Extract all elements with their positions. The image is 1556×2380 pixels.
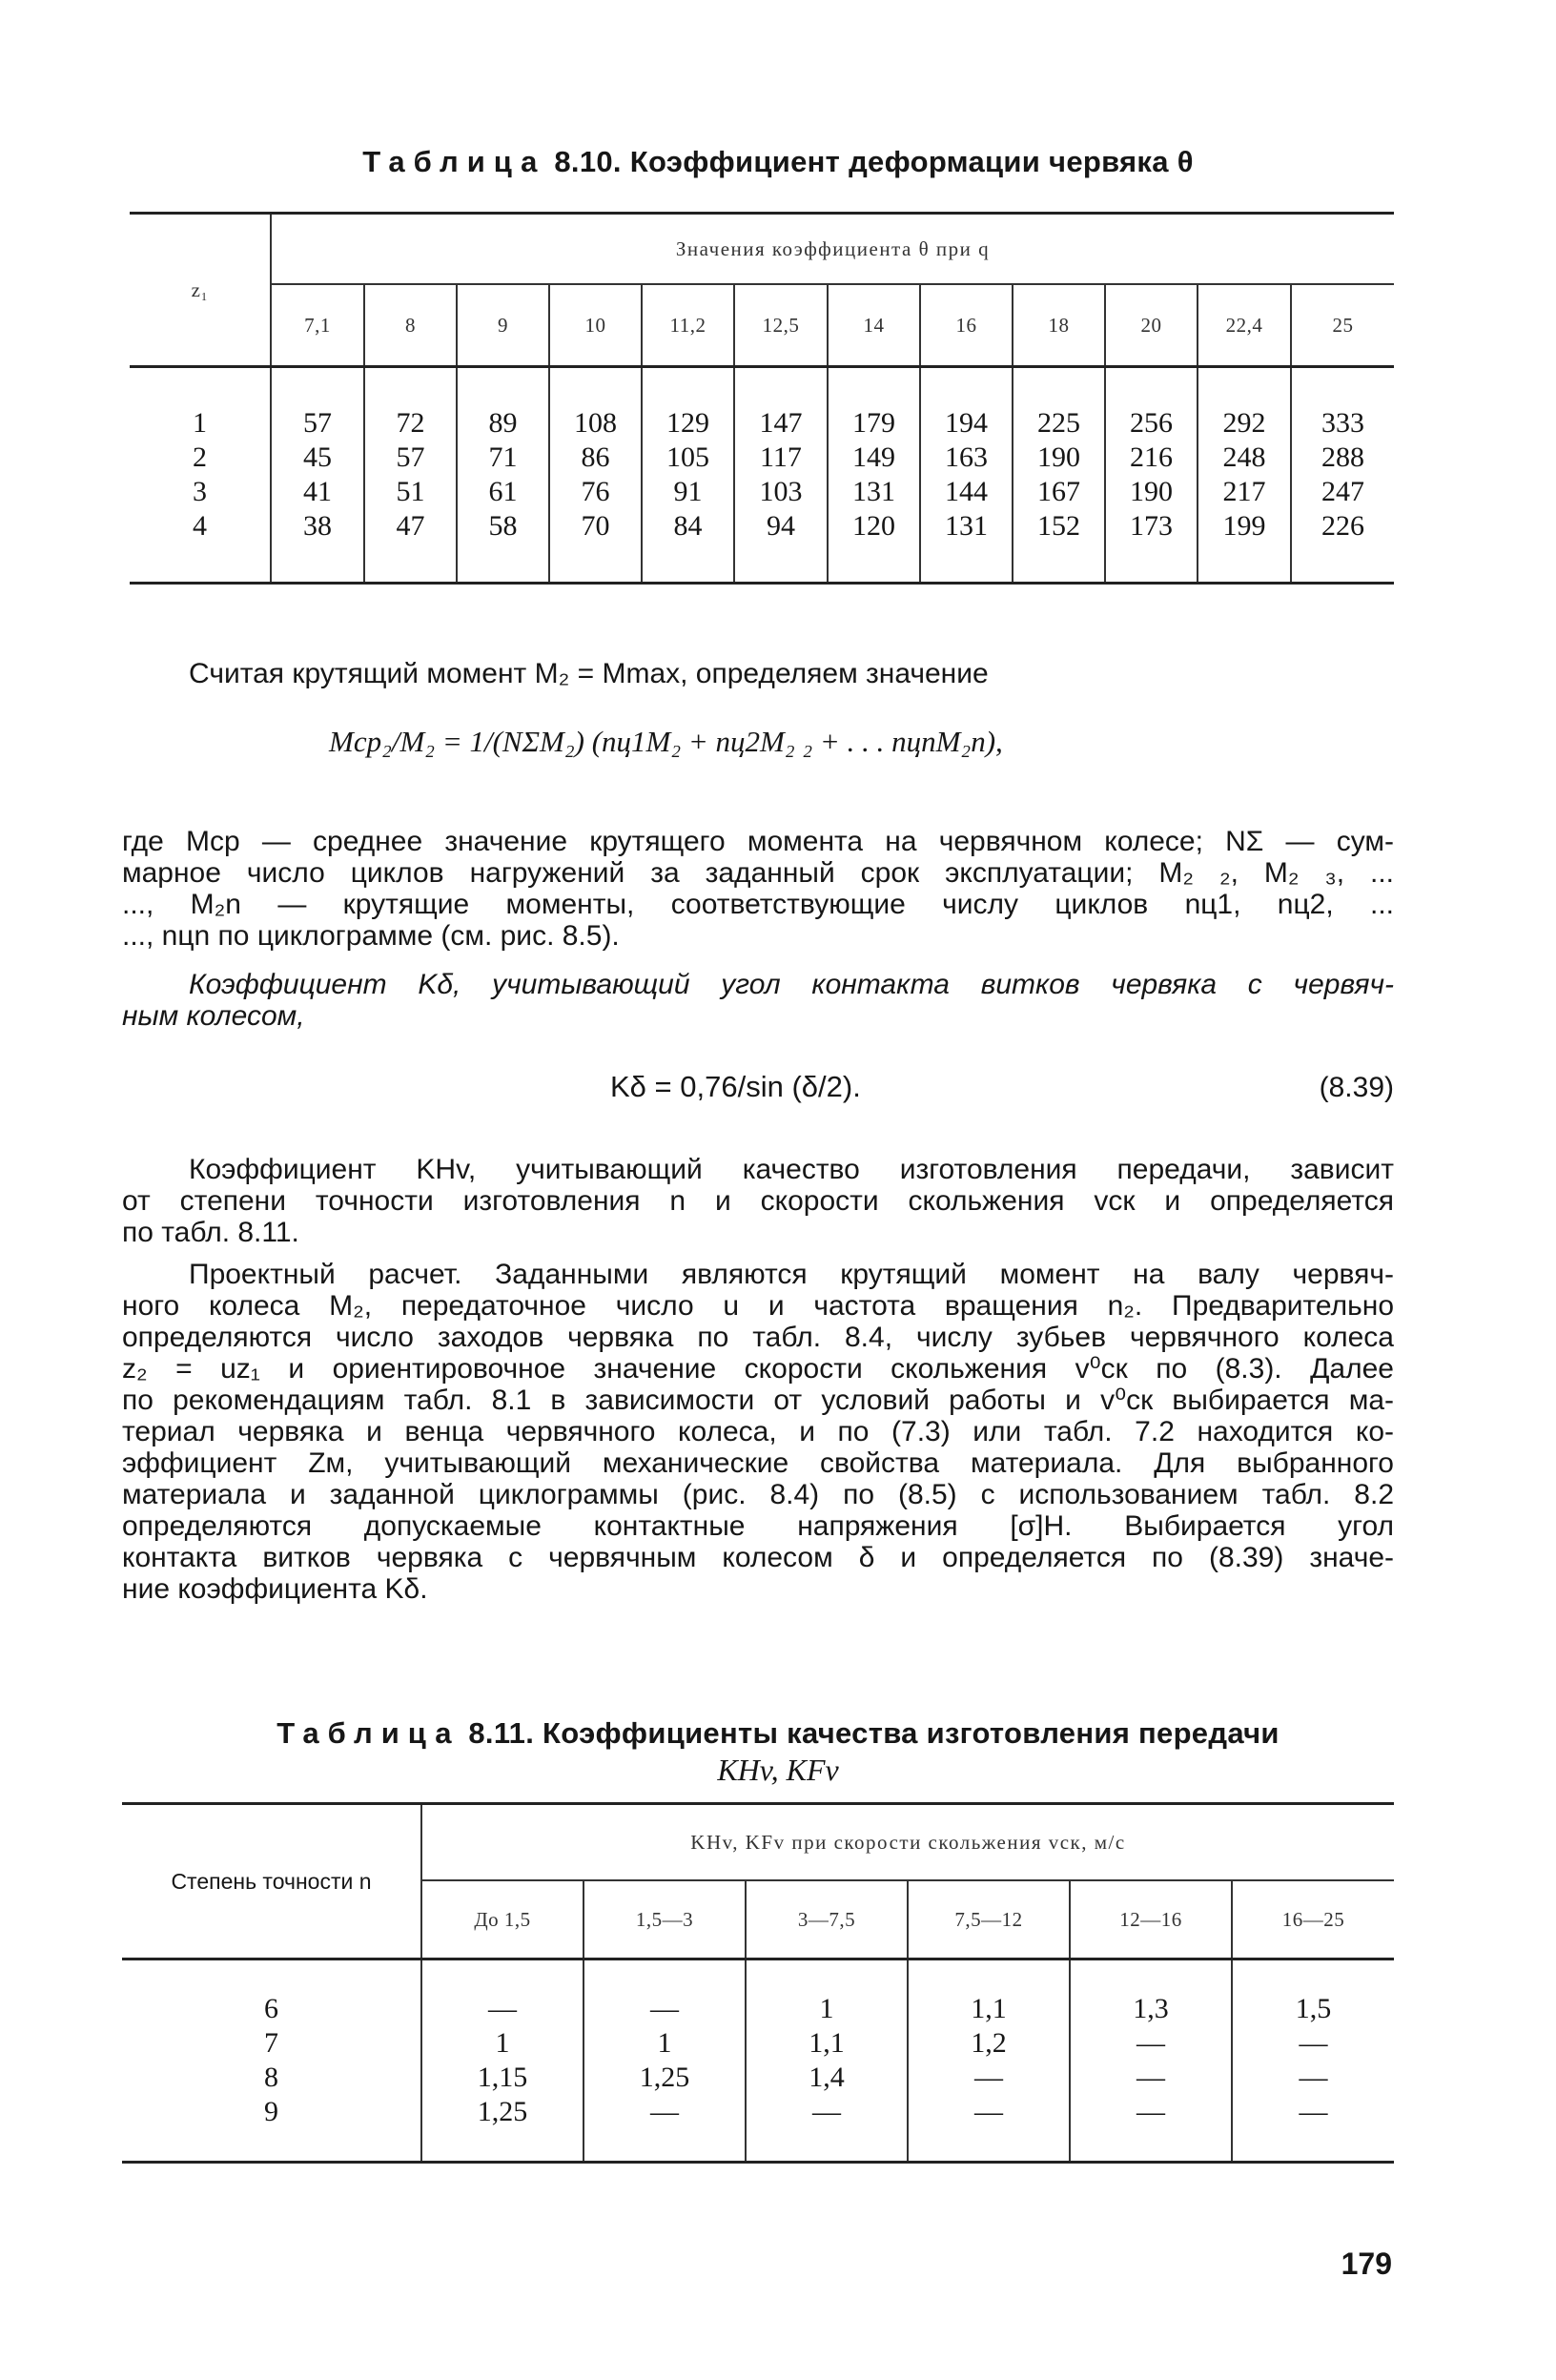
table-cell: 131 (852, 476, 895, 507)
q-header-cell: 20 (1105, 284, 1198, 367)
table-cell: 84 (673, 510, 703, 542)
degree-value: 7 (264, 2027, 278, 2059)
caption-text: 8.11. Коэффициенты качества изготовления передачи (468, 1716, 1280, 1750)
table-cell: 147 (759, 407, 803, 439)
degree-value: 9 (264, 2096, 278, 2127)
q-header-cell: 10 (549, 284, 642, 367)
text-line: определяются число заходов червяка по табл. 8.4, числу зубьев червячного колеса (122, 1322, 1394, 1353)
table-cell: 216 (1130, 441, 1173, 473)
value-column (1232, 1959, 1394, 2163)
paragraph-k-delta (122, 969, 1394, 1032)
table-cell: — (1136, 2062, 1165, 2093)
text-line: контакта витков червяка с червячным колесом δ и определяется по (8.39) значе- (122, 1542, 1394, 1573)
table-cell: 152 (1037, 510, 1080, 542)
table-cell: 292 (1222, 407, 1266, 439)
z-values-cell (130, 367, 271, 584)
table-cell: 105 (666, 441, 709, 473)
table-cell: 1,25 (477, 2096, 528, 2127)
table-cell: 57 (303, 407, 332, 439)
text-line: Считая крутящий момент M₂ = Mmax, определяем значение (189, 658, 989, 689)
row-header-z1: z₁ (191, 277, 209, 301)
value-column (584, 1959, 746, 2163)
row-header-degree: Степень точности n (171, 1869, 372, 1894)
table-cell: — (1299, 2096, 1328, 2127)
data-row-block (122, 1959, 1394, 2163)
table-cell: 71 (488, 441, 518, 473)
group-header: Значения коэффициента θ при q (271, 214, 1394, 285)
value-column (642, 367, 734, 584)
table-cell: 58 (488, 510, 518, 542)
q-header-cell: 12,5 (734, 284, 828, 367)
text-line: эффициент Zм, учитывающий механические свойства материала. Для выбранного (122, 1447, 1394, 1479)
table-cell: 86 (581, 441, 610, 473)
q-header-row (130, 284, 1394, 367)
table-cell: 117 (760, 441, 802, 473)
table-8-11 (122, 1802, 1394, 2164)
table-cell: 45 (303, 441, 332, 473)
table-8-11-caption-line2: KHv, KFv (717, 1753, 839, 1787)
table-cell: 333 (1321, 407, 1364, 439)
table-cell: 41 (303, 476, 332, 507)
value-column (746, 1959, 908, 2163)
table-cell: — (974, 2062, 1003, 2093)
table-cell: — (1136, 2096, 1165, 2127)
table-cell: 1,1 (809, 2027, 845, 2059)
table-cell: 47 (396, 510, 425, 542)
value-column (908, 1959, 1070, 2163)
z-value: 2 (193, 441, 207, 473)
paragraph-design-calc (122, 1259, 1394, 1605)
text-line: ние коэффициента Kδ. (122, 1573, 428, 1605)
q-header-cell: 22,4 (1198, 284, 1291, 367)
q-header-cell: 8 (364, 284, 457, 367)
formula-k-delta: Kδ = 0,76/sin (δ/2). (610, 1070, 861, 1103)
value-column (1070, 1959, 1232, 2163)
equation-number: (8.39) (1319, 1072, 1394, 1103)
table-cell: 51 (396, 476, 425, 507)
value-column (421, 1959, 584, 2163)
v-range-header-cell: 1,5—3 (584, 1880, 746, 1959)
table-cell: 72 (396, 407, 425, 439)
table-cell: 89 (488, 407, 518, 439)
table-cell: 256 (1130, 407, 1173, 439)
text-line: ..., M₂n — крутящие моменты, соответствующие числу циклов nц1, nц2, ... (122, 889, 1394, 920)
v-range-header-cell: 16—25 (1232, 1880, 1394, 1959)
table-cell: 94 (767, 510, 795, 542)
value-column (828, 367, 920, 584)
q-header-cell: 18 (1013, 284, 1105, 367)
table-cell: 149 (852, 441, 895, 473)
text-line: Коэффициент KHv, учитывающий качество изготовления передачи, зависит (189, 1154, 1394, 1185)
table-cell: 120 (852, 510, 895, 542)
v-range-header-cell: 7,5—12 (908, 1880, 1070, 1959)
table-cell: — (488, 1993, 517, 2024)
text-line: марное число циклов нагружений за заданный срок эксплуатации; M₂ ₂, M₂ ₃, ... (122, 857, 1394, 889)
text-line: Проектный расчет. Заданными являются крутящий момент на валу червяч- (189, 1259, 1394, 1290)
table-cell: — (650, 2096, 679, 2127)
z-value: 3 (193, 476, 207, 507)
page-number: 179 (1341, 2247, 1392, 2281)
table-cell: 1 (495, 2027, 510, 2059)
text-line: ..., nцn по циклограмме (см. рис. 8.5). (122, 920, 620, 952)
table-cell: 248 (1222, 441, 1266, 473)
value-column (271, 367, 364, 584)
table-8-10 (130, 212, 1394, 585)
table-cell: 1,4 (809, 2062, 845, 2093)
table-cell: 190 (1130, 476, 1173, 507)
table-cell: 288 (1321, 441, 1364, 473)
degree-value: 8 (264, 2062, 278, 2093)
table-cell: 190 (1037, 441, 1080, 473)
caption-word: Таблица (276, 1716, 461, 1750)
table-cell: 76 (581, 476, 610, 507)
table-cell: — (974, 2096, 1003, 2127)
text-line: z₂ = uz₁ и ориентировочное значение скорости скольжения v⁰ск по (8.3). Далее (122, 1353, 1394, 1385)
table-cell: 1,25 (639, 2062, 690, 2093)
q-header-cell: 7,1 (271, 284, 364, 367)
value-column (734, 367, 828, 584)
value-column (920, 367, 1013, 584)
table-cell: 247 (1321, 476, 1364, 507)
paragraph-definitions (122, 826, 1394, 952)
formula-mean-torque: Mср₂/M₂ = 1/(NΣM₂) (nц1M₂ + nц2M₂ ₂ + . . . nцnM₂n), (329, 725, 1003, 758)
table-cell: 1 (657, 2027, 672, 2059)
table-cell: 57 (396, 441, 425, 473)
q-header-cell: 25 (1291, 284, 1394, 367)
table-cell: — (812, 2096, 841, 2127)
table-cell: 129 (666, 407, 709, 439)
paragraph-k-hv (122, 1154, 1394, 1248)
value-column (1013, 367, 1105, 584)
table-8-10-caption (0, 145, 1556, 179)
q-header-cell: 11,2 (642, 284, 734, 367)
value-column (549, 367, 642, 584)
z-value: 1 (193, 407, 207, 439)
table-cell: 1,2 (971, 2027, 1007, 2059)
z-value: 4 (193, 510, 207, 542)
paragraph-torque (122, 658, 1394, 689)
text-line: ным колесом, (122, 1000, 305, 1032)
table-cell: 38 (303, 510, 332, 542)
caption-word: Таблица (362, 145, 546, 178)
table-cell: 179 (852, 407, 895, 439)
degree-value: 6 (264, 1993, 278, 2024)
text-line: материала и заданной циклограммы (рис. 8.4) по (8.5) с использованием табл. 8.2 (122, 1479, 1394, 1510)
value-column (1291, 367, 1394, 584)
table-cell: 225 (1037, 407, 1080, 439)
table-cell: 131 (945, 510, 988, 542)
table-cell: 194 (945, 407, 988, 439)
v-range-header-cell: 3—7,5 (746, 1880, 908, 1959)
table-cell: 199 (1222, 510, 1266, 542)
table-cell: 1,1 (971, 1993, 1007, 2024)
table-cell: 103 (759, 476, 803, 507)
table-cell: — (1299, 2062, 1328, 2093)
text-line: ного колеса M₂, передаточное число u и частота вращения n₂. Предварительно (122, 1290, 1394, 1322)
table-cell: 173 (1130, 510, 1173, 542)
table-cell: 91 (673, 476, 703, 507)
q-header-cell: 16 (920, 284, 1013, 367)
text-line: определяются допускаемые контактные напряжения [σ]H. Выбирается угол (122, 1510, 1394, 1542)
group-header: KHv, KFv при скорости скольжения vск, м/с (421, 1804, 1394, 1881)
table-cell: — (1299, 2027, 1328, 2059)
table-cell: 163 (945, 441, 988, 473)
table-cell: 217 (1222, 476, 1266, 507)
v-range-header-cell: 12—16 (1070, 1880, 1232, 1959)
text-line: по табл. 8.11. (122, 1217, 299, 1248)
table-cell: 226 (1321, 510, 1364, 542)
table-cell: 1,5 (1295, 1993, 1332, 2024)
q-header-cell: 14 (828, 284, 920, 367)
text-line: где Mср — среднее значение крутящего момента на червячном колесе; NΣ — сум- (122, 826, 1394, 857)
text-line: по рекомендациям табл. 8.1 в зависимости от условий работы и v⁰ск выбирается ма- (122, 1385, 1394, 1416)
caption-text: 8.10. Коэффициент деформации червяка θ (554, 145, 1194, 178)
value-column (1198, 367, 1291, 584)
table-cell: 1,15 (477, 2062, 528, 2093)
v-range-header-cell: До 1,5 (421, 1880, 584, 1959)
degree-values-cell (122, 1959, 421, 2163)
value-column (1105, 367, 1198, 584)
table-cell: 1 (819, 1993, 834, 2024)
data-row-block (130, 367, 1394, 584)
q-header-cell: 9 (457, 284, 549, 367)
table-cell: 61 (488, 476, 518, 507)
text-line: от степени точности изготовления n и скорости скольжения vск и определяется (122, 1185, 1394, 1217)
table-cell: — (650, 1993, 679, 2024)
table-cell: 167 (1037, 476, 1080, 507)
table-cell: 70 (581, 510, 610, 542)
table-cell: — (1136, 2027, 1165, 2059)
table-cell: 144 (945, 476, 988, 507)
table-cell: 1,3 (1133, 1993, 1169, 2024)
text-line: териал червяка и венца червячного колеса, и по (7.3) или табл. 7.2 находится ко- (122, 1416, 1394, 1447)
value-column (364, 367, 457, 584)
table-8-11-caption (0, 1716, 1556, 1751)
text-line: Коэффициент Kδ, учитывающий угол контакта витков червяка с червяч- (189, 969, 1394, 1000)
value-column (457, 367, 549, 584)
table-cell: 108 (574, 407, 617, 439)
